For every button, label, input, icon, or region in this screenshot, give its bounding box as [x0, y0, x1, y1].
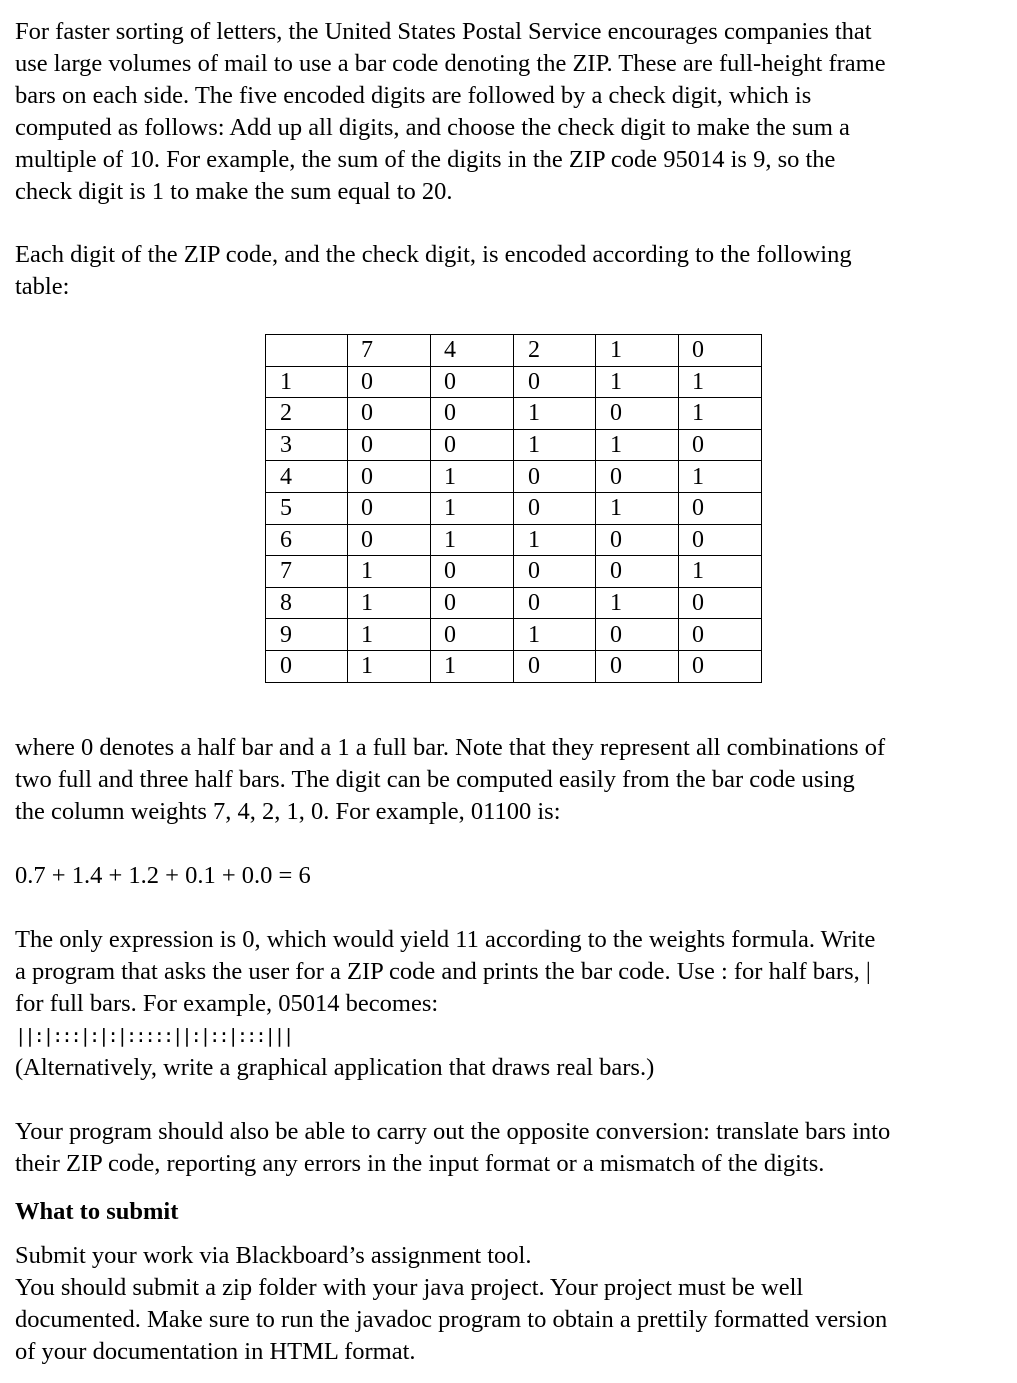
table-cell: 1	[348, 556, 431, 588]
table-cell: 0	[514, 556, 596, 588]
table-row-label: 9	[266, 619, 348, 651]
table-cell: 0	[514, 461, 596, 493]
formula-line	[15, 860, 1015, 892]
table-cell: 1	[596, 366, 679, 398]
table-row	[266, 619, 762, 651]
table-header-cell	[266, 335, 348, 367]
table-cell: 0	[679, 587, 762, 619]
intro-line: multiple of 10. For example, the sum of the digits in the ZIP code 95014 is 9, so the	[15, 146, 836, 173]
intro-line: For faster sorting of letters, the United States Postal Service encourages companies that	[15, 18, 872, 45]
table-cell: 0	[679, 619, 762, 651]
table-cell: 0	[514, 587, 596, 619]
table-cell: 0	[596, 650, 679, 682]
table-cell: 0	[596, 524, 679, 556]
table-row	[266, 366, 762, 398]
table-header-cell: 4	[431, 335, 514, 367]
table-row	[266, 587, 762, 619]
table-row-label: 7	[266, 556, 348, 588]
table-cell: 0	[596, 556, 679, 588]
table-cell: 0	[431, 556, 514, 588]
submit-line: Submit your work via Blackboard’s assignment tool.	[15, 1242, 532, 1269]
table-row	[266, 429, 762, 461]
table-header-cell: 7	[348, 335, 431, 367]
table-intro-line: Each digit of the ZIP code, and the check digit, is encoded according to the following	[15, 241, 852, 268]
table-row	[266, 524, 762, 556]
program-line: a program that asks the user for a ZIP code and prints the bar code. Use : for half bars, |	[15, 958, 871, 985]
program-line: The only expression is 0, which would yield 11 according to the weights formula. Write	[15, 926, 876, 953]
explanation-paragraph	[15, 732, 1015, 828]
table-cell: 0	[431, 587, 514, 619]
table-cell: 0	[431, 619, 514, 651]
table-cell: 0	[431, 366, 514, 398]
opposite-line: Your program should also be able to carry out the opposite conversion: translate bars into	[15, 1118, 891, 1145]
opposite-paragraph	[15, 1116, 1015, 1180]
table-cell: 1	[514, 398, 596, 430]
table-row-label: 3	[266, 429, 348, 461]
table-cell: 0	[679, 492, 762, 524]
table-cell: 0	[431, 429, 514, 461]
table-cell: 1	[348, 587, 431, 619]
table-cell: 1	[679, 556, 762, 588]
intro-line: use large volumes of mail to use a bar code denoting the ZIP. These are full-height frame	[15, 50, 886, 77]
table-cell: 0	[596, 461, 679, 493]
table-cell: 0	[679, 650, 762, 682]
formula-text: 0.7 + 1.4 + 1.2 + 0.1 + 0.0 = 6	[15, 862, 311, 889]
intro-line: check digit is 1 to make the sum equal to 20.	[15, 178, 453, 205]
table-row	[266, 650, 762, 682]
table-cell: 0	[679, 429, 762, 461]
table-cell: 1	[431, 461, 514, 493]
program-line: for full bars. For example, 05014 becomes:	[15, 990, 439, 1017]
table-cell: 0	[348, 461, 431, 493]
table-row-label: 1	[266, 366, 348, 398]
table-cell: 1	[679, 461, 762, 493]
table-intro-line: table:	[15, 273, 70, 300]
table-row	[266, 461, 762, 493]
barcode-example: ||:|:::|:|:|:::::||:|::|:::|||	[15, 1025, 293, 1047]
table-cell: 1	[514, 429, 596, 461]
table-cell: 0	[679, 524, 762, 556]
table-header-cell: 1	[596, 335, 679, 367]
table-cell: 0	[596, 619, 679, 651]
opposite-line: their ZIP code, reporting any errors in the input format or a mismatch of the digits.	[15, 1150, 825, 1177]
table-row	[266, 398, 762, 430]
table-intro-paragraph	[15, 239, 1015, 303]
table-cell: 0	[348, 524, 431, 556]
table-cell: 0	[431, 398, 514, 430]
table-cell: 0	[514, 366, 596, 398]
submit-heading	[15, 1196, 1015, 1228]
table-cell: 1	[679, 398, 762, 430]
table-cell: 0	[348, 492, 431, 524]
table-cell: 1	[679, 366, 762, 398]
table-row-label: 4	[266, 461, 348, 493]
table-header-row	[266, 335, 762, 367]
table-cell: 1	[348, 650, 431, 682]
intro-paragraph	[15, 16, 1015, 208]
table-cell: 1	[596, 492, 679, 524]
table-header-cell: 2	[514, 335, 596, 367]
table-row-label: 8	[266, 587, 348, 619]
program-paragraph	[15, 924, 1015, 1084]
encoding-table	[265, 334, 762, 683]
table-cell: 1	[596, 587, 679, 619]
table-row	[266, 556, 762, 588]
table-header-cell: 0	[679, 335, 762, 367]
submit-paragraph	[15, 1240, 1015, 1368]
table-cell: 0	[348, 398, 431, 430]
table-cell: 0	[348, 366, 431, 398]
explanation-line: where 0 denotes a half bar and a 1 a full bar. Note that they represent all combinations of	[15, 734, 886, 761]
table-row-label: 5	[266, 492, 348, 524]
table-cell: 1	[596, 429, 679, 461]
table-cell: 0	[596, 398, 679, 430]
encoding-table-container	[265, 334, 762, 683]
table-row	[266, 492, 762, 524]
alternative-line: (Alternatively, write a graphical application that draws real bars.)	[15, 1054, 655, 1081]
explanation-line: two full and three half bars. The digit can be computed easily from the bar code using	[15, 766, 855, 793]
table-cell: 1	[514, 524, 596, 556]
submit-heading-text: What to submit	[15, 1198, 179, 1225]
table-cell: 1	[431, 524, 514, 556]
table-cell: 1	[348, 619, 431, 651]
submit-line: documented. Make sure to run the javadoc program to obtain a prettily formatted version	[15, 1306, 888, 1333]
table-row-label: 6	[266, 524, 348, 556]
table-row-label: 0	[266, 650, 348, 682]
submit-line: You should submit a zip folder with your java project. Your project must be well	[15, 1274, 804, 1301]
intro-line: bars on each side. The five encoded digits are followed by a check digit, which is	[15, 82, 812, 109]
table-cell: 1	[431, 492, 514, 524]
table-row-label: 2	[266, 398, 348, 430]
table-cell: 0	[348, 429, 431, 461]
table-cell: 0	[514, 492, 596, 524]
table-cell: 1	[514, 619, 596, 651]
table-cell: 0	[514, 650, 596, 682]
submit-line: of your documentation in HTML format.	[15, 1338, 416, 1365]
explanation-line: the column weights 7, 4, 2, 1, 0. For example, 01100 is:	[15, 798, 561, 825]
intro-line: computed as follows: Add up all digits, and choose the check digit to make the sum a	[15, 114, 850, 141]
table-cell: 1	[431, 650, 514, 682]
